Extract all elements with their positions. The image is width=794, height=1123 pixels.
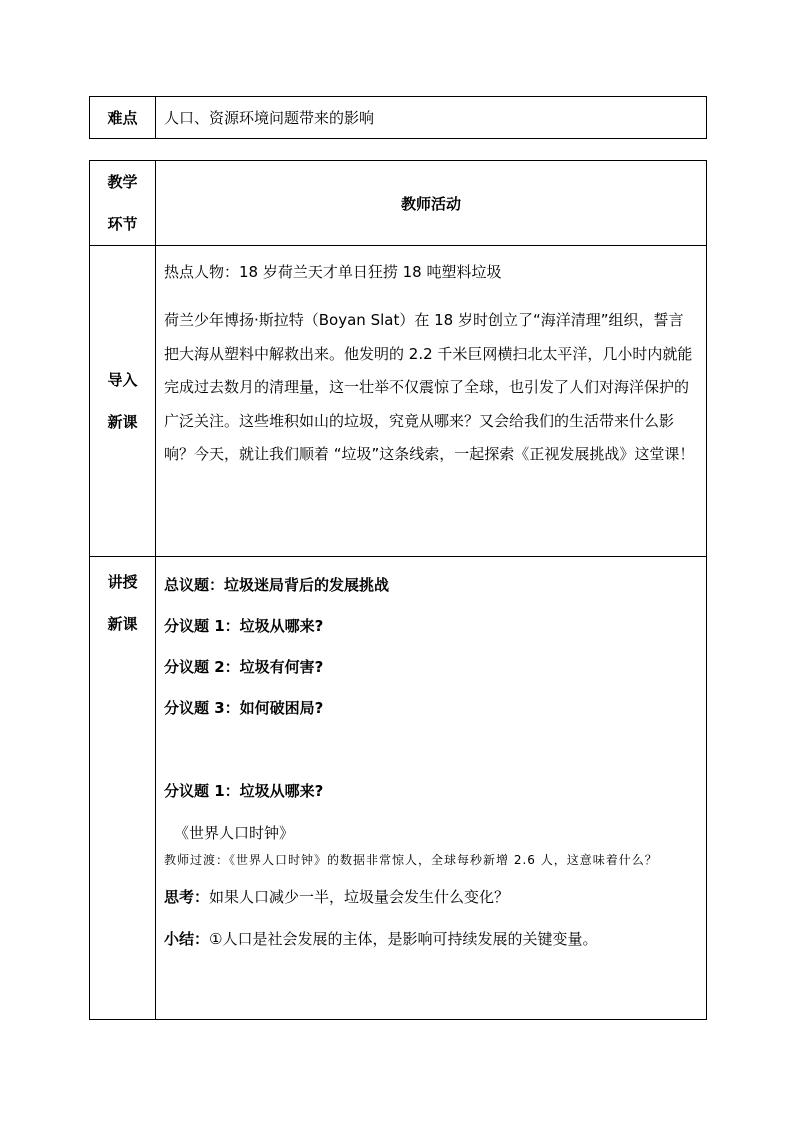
intro-label-line2: 新课: [107, 413, 138, 431]
summary-label: 小结：: [164, 930, 210, 948]
think-text: 如果人口减少一半，垃圾量会发生什么变化？: [209, 888, 510, 906]
teacher-transition: 教师过渡：《世界人口时钟》的数据非常惊人，全球每秒新增 2.6 人，这意味着什么？: [164, 853, 658, 867]
think-label: 思考：: [164, 888, 210, 906]
lecture-row: [90, 557, 707, 1020]
summary-text: ①人口是社会发展的主体，是影响可持续发展的关键变量。: [209, 930, 598, 948]
population-clock-title: 《世界人口时钟》: [174, 824, 295, 842]
lecture-content-cell: [156, 557, 707, 1020]
difficulty-table: [89, 96, 707, 139]
stage-header-line1: 教学: [107, 173, 138, 191]
difficulty-row: [90, 97, 707, 139]
intro-title: 热点人物：18 岁荷兰天才单日狂捞 18 吨塑料垃圾: [164, 263, 502, 281]
intro-body: 荷兰少年博扬·斯拉特（Boyan Slat）在 18 岁时创立了“海洋清理”组织，誓言把大海从塑料中解救出来。他发明的 2.2 千米巨网横扫北太平洋，几小时内就能完成过去数月的清理量，这一壮举不仅震惊了全球，也引发了人们对海洋保护的广泛关注。这些堆积如山的垃圾，究竟从哪来？又会给我们的生活带来什么影响？今天，就让我们顺着 “垃圾”这条线索，一起探索《正视发展挑战》这堂课！: [164, 311, 695, 463]
think-question: [164, 876, 698, 918]
teacher-activity-header: 教师活动: [156, 161, 707, 246]
intro-row: [90, 246, 707, 557]
stage-header-cell: [90, 161, 156, 246]
teaching-table: [89, 160, 707, 1020]
stage-header-line2: 环节: [107, 215, 138, 233]
difficulty-content: 人口、资源环境问题带来的影响: [156, 97, 707, 139]
intro-content-cell: [156, 246, 707, 557]
sub-topic-3: 分议题 3：如何破困局?: [164, 699, 324, 717]
lecture-label-cell: [90, 557, 156, 1020]
main-topic: 总议题：垃圾迷局背后的发展挑战: [164, 576, 390, 594]
sub-topic-2: 分议题 2：垃圾有何害?: [164, 658, 324, 676]
sub-topic-1-heading: 分议题 1：垃圾从哪来?: [164, 782, 324, 800]
intro-label-cell: [90, 246, 156, 557]
header-row: [90, 161, 707, 246]
intro-label-line1: 导入: [107, 371, 138, 389]
spacer: [164, 729, 698, 771]
summary: [164, 918, 698, 960]
difficulty-label: 难点: [90, 97, 156, 139]
lecture-label-line2: 新课: [107, 615, 138, 633]
sub-topic-1: 分议题 1：垃圾从哪来?: [164, 617, 324, 635]
lecture-label-line1: 讲授: [107, 573, 138, 591]
